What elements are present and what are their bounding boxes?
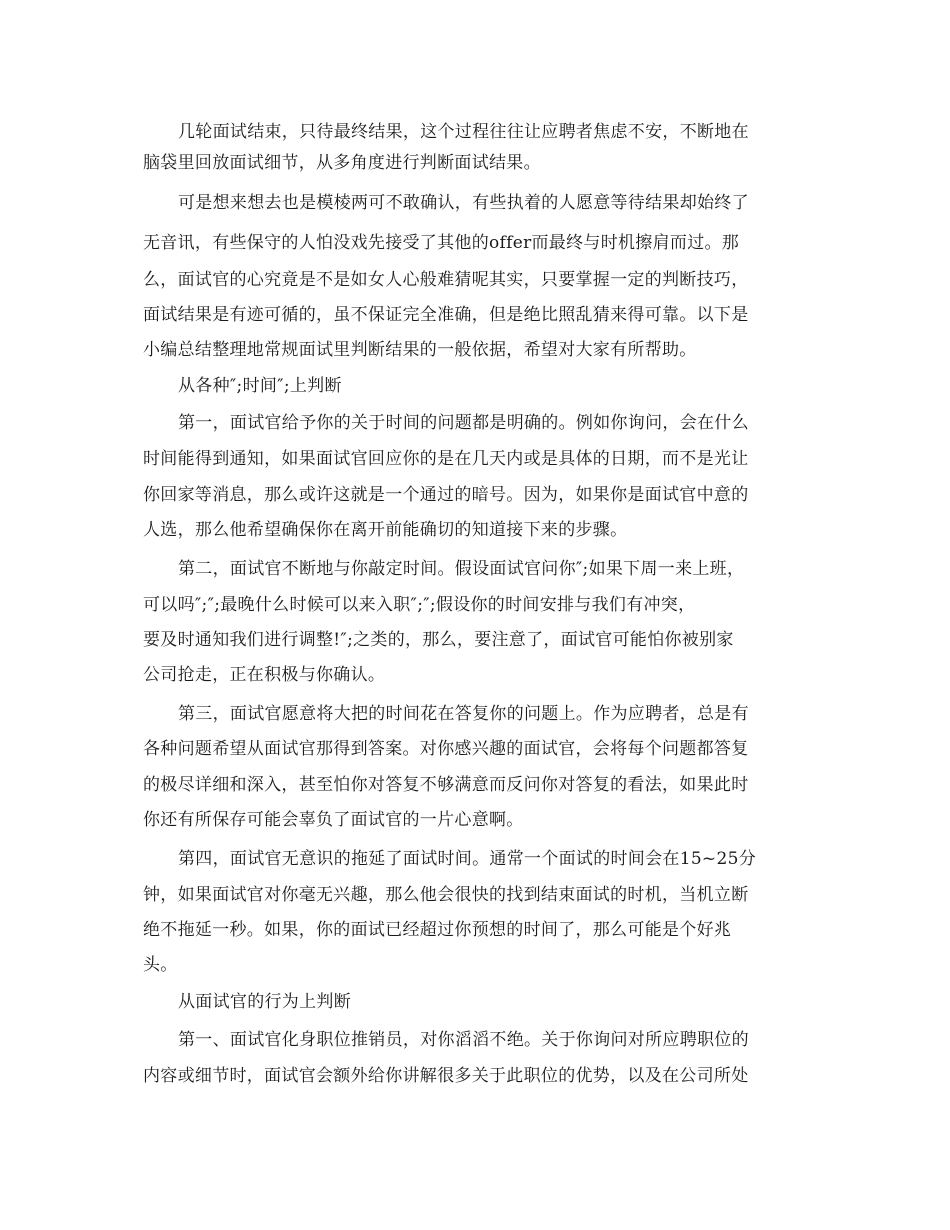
paragraph-7-line-1: 第一、面试官化身职位推销员，对你滔滔不绝。关于你询问对所应聘职位的 [178,1030,749,1050]
paragraph-5-line-4: 你还有所保存可能会辜负了面试官的一片心意啊。 [143,810,524,830]
paragraph-3-line-4: 人选，那么他希望确保你在离开前能确切的知道接下来的步骤。 [143,520,628,540]
paragraph-6-line-1: 第四，面试官无意识的拖延了面试时间。通常一个面试的时间会在15~25分 [178,849,757,869]
paragraph-6-line-4: 头。 [143,955,178,975]
section-heading-behavior: 从面试官的行为上判断 [178,992,351,1012]
paragraph-2-line-4: 面试结果是有迹可循的，虽不保证完全准确，但是绝比照乱猜来得可靠。以下是 [143,305,749,325]
paragraph-1-line-1: 几轮面试结束，只待最终结果，这个过程往往让应聘者焦虑不安，不断地在 [178,122,749,142]
paragraph-1-line-2: 脑袋里回放面试细节，从多角度进行判断面试结果。 [143,153,541,173]
paragraph-5-line-2: 各种问题希望从面试官那得到答案。对你感兴趣的面试官，会将每个问题都答复 [143,739,749,759]
paragraph-4-line-4: 公司抢走，正在积极与你确认。 [143,665,386,685]
paragraph-3-line-1: 第一，面试官给予你的关于时间的问题都是明确的。例如你询问，会在什么 [178,413,749,433]
paragraph-4-line-2: 可以吗″;″;最晚什么时候可以来入职″;″;假设你的时间安排与我们有冲突， [143,595,696,615]
paragraph-4-line-1: 第二，面试官不断地与你敲定时间。假设面试官问你″;如果下周一来上班， [178,559,745,579]
paragraph-3-line-2: 时间能得到通知，如果面试官回应你的是在几天内或是具体的日期，而不是光让 [143,449,749,469]
paragraph-6-line-2: 钟，如果面试官对你毫无兴趣，那么他会很快的找到结束面试的时机，当机立断 [143,885,749,905]
paragraph-2-line-3: 么，面试官的心究竟是不是如女人心般难猜呢其实，只要掌握一定的判断技巧， [143,270,749,290]
paragraph-2-line-1: 可是想来想去也是模棱两可不敢确认，有些执着的人愿意等待结果却始终了 [178,193,749,213]
section-heading-time: 从各种″;时间″;上判断 [178,376,342,396]
paragraph-2-line-5: 小编总结整理地常规面试里判断结果的一般依据，希望对大家有所帮助。 [143,340,697,360]
paragraph-4-line-3: 要及时通知我们进行调整!″;之类的，那么，要注意了，面试官可能怕你被别家 [143,630,734,650]
paragraph-5-line-3: 的极尽详细和深入，甚至怕你对答复不够满意而反问你对答复的看法，如果此时 [143,775,749,795]
paragraph-2-line-2: 无音讯，有些保守的人怕没戏先接受了其他的offer而最终与时机擦肩而过。那 [143,233,740,253]
paragraph-3-line-3: 你回家等消息，那么或许这就是一个通过的暗号。因为，如果你是面试官中意的 [143,485,749,505]
paragraph-7-line-2: 内容或细节时，面试官会额外给你讲解很多关于此职位的优势，以及在公司所处 [143,1066,749,1086]
paragraph-5-line-1: 第三，面试官愿意将大把的时间花在答复你的问题上。作为应聘者，总是有 [178,704,749,724]
paragraph-6-line-3: 绝不拖延一秒。如果，你的面试已经超过你预想的时间了，那么可能是个好兆 [143,920,732,940]
